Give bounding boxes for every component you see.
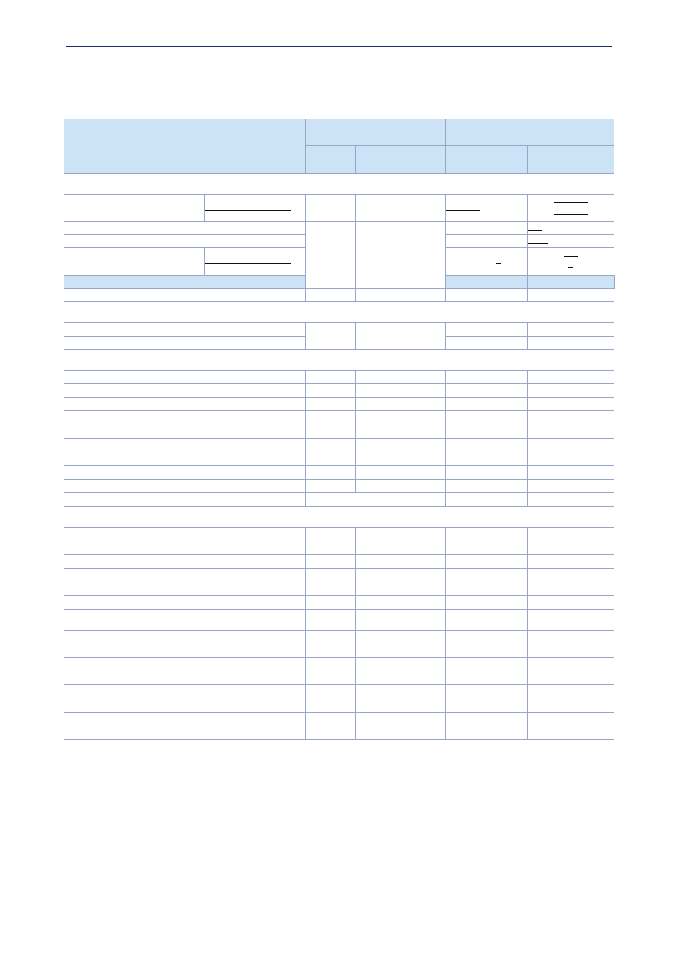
table-row	[64, 411, 614, 439]
table-row	[64, 685, 614, 713]
table-row	[64, 384, 614, 398]
table-row	[64, 371, 614, 384]
header-cell-sub-1	[305, 146, 355, 174]
section-row	[64, 507, 614, 528]
header-cell-sub-4	[527, 146, 614, 174]
formula-underline	[554, 202, 588, 203]
formula-underline	[554, 214, 588, 215]
formula-underline	[205, 263, 291, 264]
formula-underline	[446, 210, 480, 211]
table-row	[64, 493, 614, 507]
table-row	[64, 713, 614, 740]
table-row	[64, 596, 614, 610]
page-header-rule	[66, 46, 612, 47]
formula-underline	[528, 243, 548, 244]
table-row	[64, 658, 614, 685]
header-cell-group-2	[445, 119, 614, 146]
table-row	[64, 528, 614, 555]
formula-underline	[496, 263, 501, 264]
table-row	[64, 289, 614, 302]
table-row	[64, 631, 614, 658]
formula-underline	[528, 230, 542, 231]
formula-underline	[205, 210, 291, 211]
table-row	[64, 480, 614, 493]
table-row	[64, 222, 614, 235]
formula-underline	[564, 256, 578, 257]
table-header-row	[64, 119, 614, 146]
table-row	[64, 466, 614, 480]
table-row	[64, 569, 614, 596]
table-row	[64, 398, 614, 411]
table-row	[64, 439, 614, 466]
header-cell-sub-3	[445, 146, 527, 174]
formula-underline	[568, 267, 573, 268]
header-cell-parameter	[64, 119, 305, 174]
header-cell-sub-2	[355, 146, 445, 174]
table-row	[64, 323, 614, 337]
table-row	[64, 195, 614, 222]
table-row	[64, 610, 614, 631]
section-row	[64, 350, 614, 371]
section-row	[64, 174, 614, 195]
section-row	[64, 302, 614, 323]
table-row	[64, 555, 614, 569]
header-cell-group-1	[305, 119, 445, 146]
spec-table	[64, 119, 614, 740]
